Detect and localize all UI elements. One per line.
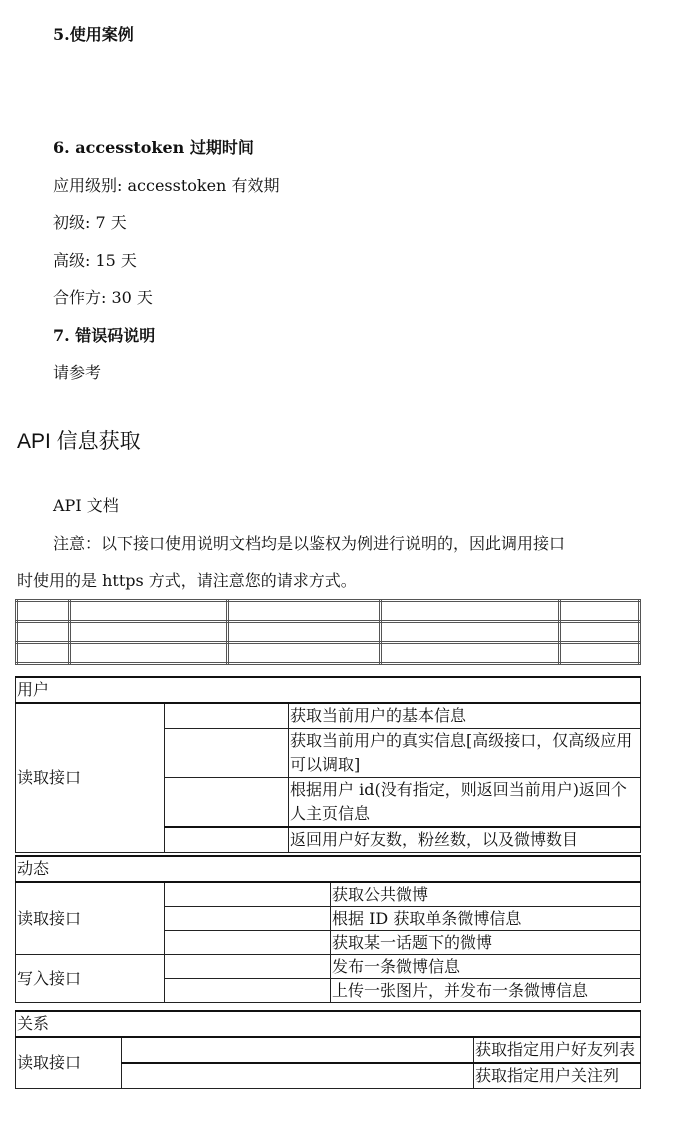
relation-section-label: 关系: [16, 1011, 641, 1037]
list-item: 根据用户 id(没有指定，则返回当前用户)返回个人主页信息: [289, 778, 641, 828]
list-item: 获取当前用户的真实信息[高级接口，仅高级应用可以调取]: [289, 729, 641, 778]
token-level-advanced: 高级: 15 天: [53, 251, 137, 270]
api-section-heading: API 信息获取: [17, 430, 141, 453]
dynamic-api-table: [15, 855, 641, 1003]
user-api-table: [15, 676, 641, 853]
table-row: [16, 677, 641, 703]
list-item: 获取公共微博: [331, 882, 641, 907]
list-item: 返回用户好友数，粉丝数，以及微博数目: [289, 827, 641, 853]
api-doc-label: API 文档: [53, 496, 119, 515]
user-read-group: 读取接口: [16, 703, 165, 853]
list-item: 获取指定用户关注列: [474, 1063, 641, 1089]
error-code-ref: 请参考: [53, 363, 102, 382]
dynamic-section-label: 动态: [16, 856, 641, 882]
list-item: 根据 ID 获取单条微博信息: [331, 907, 641, 931]
list-item: 上传一张图片，并发布一条微博信息: [331, 979, 641, 1003]
section-5-title: 5.使用案例: [53, 25, 134, 44]
token-level-partner: 合作方: 30 天: [53, 288, 153, 307]
list-item: 获取某一话题下的微博: [331, 931, 641, 955]
token-validity-line: 应用级别: accesstoken 有效期: [53, 176, 280, 195]
list-item: 获取指定用户好友列表: [474, 1037, 641, 1063]
api-note-line-2: 时使用的是 https 方式，请注意您的请求方式。: [17, 571, 357, 590]
table-row: [16, 856, 641, 882]
table-row: [17, 643, 640, 664]
table-row: [16, 1037, 641, 1063]
user-section-label: 用户: [16, 677, 641, 703]
dynamic-write-group: 写入接口: [16, 955, 165, 1003]
table-row: [16, 1011, 641, 1037]
table-row: [17, 622, 640, 643]
list-item: 获取当前用户的基本信息: [289, 703, 641, 729]
table-row: [16, 955, 641, 979]
relation-read-group: 读取接口: [16, 1037, 122, 1089]
table-row: [16, 703, 641, 729]
section-7-title: 7. 错误码说明: [53, 326, 156, 345]
list-item: 发布一条微博信息: [331, 955, 641, 979]
empty-header-table: [15, 599, 641, 665]
section-6-title: 6. accesstoken 过期时间: [53, 138, 254, 157]
dynamic-read-group: 读取接口: [16, 882, 165, 955]
table-row: [16, 882, 641, 907]
token-level-basic: 初级: 7 天: [53, 213, 127, 232]
api-note-line-1: 注意：以下接口使用说明文档均是以鉴权为例进行说明的，因此调用接口: [53, 534, 566, 553]
relation-api-table: [15, 1010, 641, 1089]
table-row: [17, 601, 640, 622]
